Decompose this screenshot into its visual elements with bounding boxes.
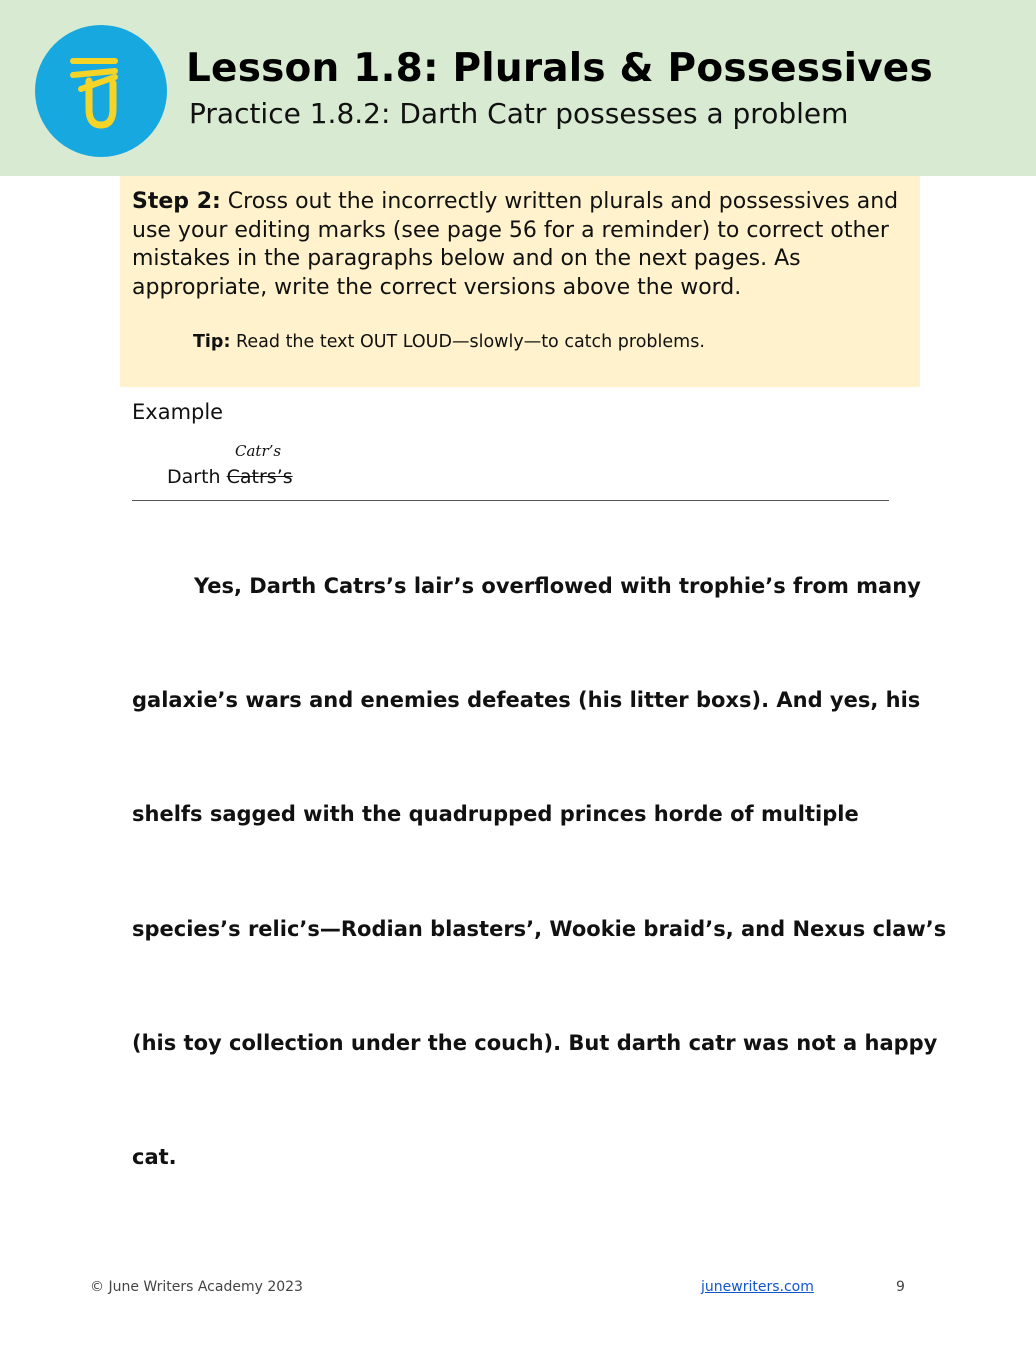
tip-body: Read the text OUT LOUD—slowly—to catch problems. bbox=[230, 332, 705, 352]
header-banner bbox=[0, 0, 1036, 176]
step-label: Step 2: bbox=[132, 189, 221, 214]
paragraph-line-2: galaxie’s wars and enemies defeates (his litter boxs). And yes, his bbox=[132, 688, 921, 712]
website-link[interactable]: junewriters.com bbox=[701, 1279, 814, 1295]
copyright: © June Writers Academy 2023 bbox=[90, 1279, 303, 1295]
lesson-title: Lesson 1.8: Plurals & Possessives bbox=[186, 46, 933, 91]
example-prefix: Darth bbox=[167, 466, 227, 488]
example-sentence bbox=[167, 466, 293, 488]
divider bbox=[132, 500, 889, 501]
paragraph-line-1: Yes, Darth Catrs’s lair’s overflowed with trophie’s from many bbox=[194, 574, 921, 598]
paragraph-line-3: shelfs sagged with the quadrupped princes horde of multiple bbox=[132, 802, 859, 826]
step-instructions bbox=[132, 188, 912, 302]
paragraph-line-5: (his toy collection under the couch). But darth catr was not a happy bbox=[132, 1031, 938, 1055]
paragraph-line-4: species’s relic’s—Rodian blasters’, Wookie braid’s, and Nexus claw’s bbox=[132, 917, 947, 941]
tip-label: Tip: bbox=[193, 332, 231, 352]
instruction-box bbox=[120, 176, 920, 387]
practice-subtitle: Practice 1.8.2: Darth Catr possesses a problem bbox=[189, 97, 849, 130]
page-number: 9 bbox=[896, 1279, 905, 1295]
june-writers-logo bbox=[35, 25, 167, 157]
example-struck-word: Catrs’s bbox=[226, 466, 293, 488]
paragraph-line-6: cat. bbox=[132, 1145, 177, 1169]
example-correction: Catr’s bbox=[235, 442, 282, 460]
step-body: Cross out the incorrectly written plurals and possessives and use your editing marks (see page 56 for a reminder) to correct other mistakes in the paragraphs below and on the next pages. As appropriate, write the correct versions above the word. bbox=[132, 189, 899, 300]
tip-line bbox=[193, 332, 705, 352]
example-heading: Example bbox=[132, 400, 224, 424]
logo-mark-icon bbox=[35, 25, 167, 157]
